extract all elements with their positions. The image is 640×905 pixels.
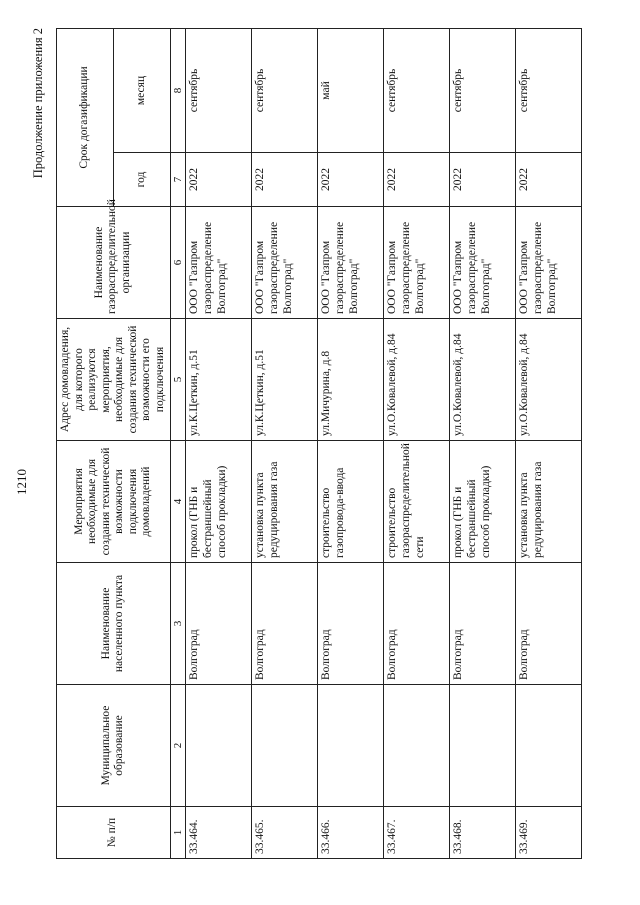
appendix-caption: Продолжение приложения 2 (31, 28, 45, 179)
header-year: год (113, 153, 170, 207)
row-year: 2022 (516, 153, 582, 207)
column-number: 1 (170, 807, 186, 859)
row-settlement: Волгоград (318, 563, 384, 685)
row-settlement: Волгоград (252, 563, 318, 685)
row-settlement: Волгоград (516, 563, 582, 685)
row-address: ул.О.Ковалевой, д.84 (516, 319, 582, 441)
row-month: май (318, 29, 384, 153)
header-settlement: Наименование населенного пункта (57, 563, 171, 685)
row-measure: установка пункта редуцирования газа (252, 441, 318, 563)
row-municipality (186, 685, 252, 807)
row-settlement: Волгоград (186, 563, 252, 685)
row-organization: ООО "Газпром газораспределение Волгоград" (450, 207, 516, 319)
row-month: сентябрь (516, 29, 582, 153)
table-row (384, 29, 450, 859)
header-deadline: Срок догазификации (57, 29, 114, 207)
column-number: 4 (170, 441, 186, 563)
row-address: ул.О.Ковалевой, д.84 (384, 319, 450, 441)
row-settlement: Волгоград (450, 563, 516, 685)
column-number-row (170, 29, 186, 859)
row-measure: строительство газопровода-ввода (318, 441, 384, 563)
row-organization: ООО "Газпром газораспределение Волгоград" (252, 207, 318, 319)
row-organization: ООО "Газпром газораспределение Волгоград" (384, 207, 450, 319)
row-measure: прокол (ГНБ и бестраншейный способ прокладки) (186, 441, 252, 563)
row-organization: ООО "Газпром газораспределение Волгоград" (516, 207, 582, 319)
column-number: 8 (170, 29, 186, 153)
row-month: сентябрь (384, 29, 450, 153)
column-number: 3 (170, 563, 186, 685)
table-row (516, 29, 582, 859)
row-municipality (450, 685, 516, 807)
header-row (57, 29, 114, 859)
page-number: 1210 (14, 469, 29, 495)
row-organization: ООО "Газпром газораспределение Волгоград" (318, 207, 384, 319)
header-address: Адрес домовладения, для которого реализуются мероприятия, необходимые для создания технической возможности его подключения (57, 319, 171, 441)
column-number: 7 (170, 153, 186, 207)
row-measure: прокол (ГНБ и бестраншейный способ прокладки) (450, 441, 516, 563)
row-number: 33.464. (186, 807, 252, 859)
header-municipality: Муниципальное образование (57, 685, 171, 807)
row-municipality (384, 685, 450, 807)
row-address: ул.О.Ковалевой, д.84 (450, 319, 516, 441)
row-measure: установка пункта редуцирования газа (516, 441, 582, 563)
row-settlement: Волгоград (384, 563, 450, 685)
header-month: месяц (113, 29, 170, 153)
row-year: 2022 (384, 153, 450, 207)
row-number: 33.467. (384, 807, 450, 859)
column-number: 2 (170, 685, 186, 807)
row-organization: ООО "Газпром газораспределение Волгоград" (186, 207, 252, 319)
row-address: ул.Мичурина, д.8 (318, 319, 384, 441)
header-measures: Мероприятия необходимые для создания технической возможности подключения домовладений (57, 441, 171, 563)
column-number: 6 (170, 207, 186, 319)
row-year: 2022 (186, 153, 252, 207)
table-row (186, 29, 252, 859)
row-month: сентябрь (186, 29, 252, 153)
row-address: ул.К.Цеткин, д.51 (252, 319, 318, 441)
row-municipality (516, 685, 582, 807)
table-row (318, 29, 384, 859)
table-row (252, 29, 318, 859)
row-year: 2022 (252, 153, 318, 207)
row-year: 2022 (450, 153, 516, 207)
row-number: 33.465. (252, 807, 318, 859)
gasification-table (56, 28, 582, 859)
row-municipality (318, 685, 384, 807)
row-number: 33.468. (450, 807, 516, 859)
table-row (450, 29, 516, 859)
row-address: ул.К.Цеткин, д.51 (186, 319, 252, 441)
header-organization: Наименование газораспределительной организации (57, 207, 171, 319)
row-month: сентябрь (450, 29, 516, 153)
row-month: сентябрь (252, 29, 318, 153)
header-number: № п/п (57, 807, 171, 859)
row-number: 33.469. (516, 807, 582, 859)
row-measure: строительство газораспределительной сети (384, 441, 450, 563)
column-number: 5 (170, 319, 186, 441)
row-year: 2022 (318, 153, 384, 207)
row-number: 33.466. (318, 807, 384, 859)
row-municipality (252, 685, 318, 807)
